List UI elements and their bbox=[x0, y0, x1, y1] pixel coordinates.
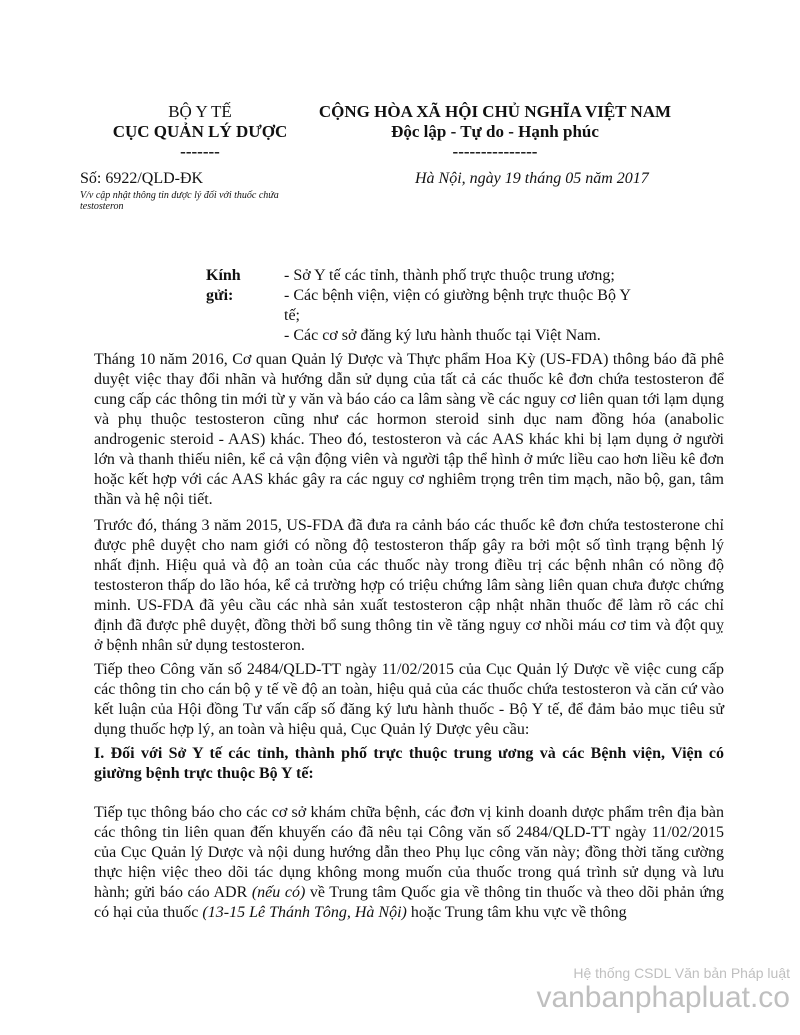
recipient-item: - Các bệnh viện, viện có giường bệnh trực thuộc Bộ Y tế; bbox=[284, 287, 631, 324]
para4-text-e: hoặc Trung tâm khu vực về thông bbox=[406, 904, 627, 921]
recipients-list bbox=[284, 266, 644, 346]
para4-text-d: (13-15 Lê Thánh Tông, Hà Nội) bbox=[202, 904, 407, 921]
document-number: Số: 6922/QLD-ĐK bbox=[80, 170, 204, 187]
para4-text-c: về Trung tâm Quốc gia về thông tin thuốc và theo dõi phản ứng có hại của thuốc bbox=[94, 884, 724, 921]
para4-text-a: Tiếp tục thông báo cho các cơ sở khám chữa bệnh, các đơn vị kinh doanh dược phẩm trên địa bàn các thông tin liên quan đến khuyến cáo đã nêu tại Công văn số 2484/QLD-TT ngày 11/02/2015 của Cục Quản lý Dược và nội dung hướng dẫn theo Phụ lục công văn này; đồng thời tăng cường thực hiện việc theo dõi tác dụng không mong muốn của thuốc trong quá trình sử dụng và lưu hành; gửi báo cáo ADR bbox=[94, 804, 724, 901]
ministry-name: BỘ Y TẾ bbox=[168, 102, 232, 121]
issuer-header bbox=[105, 102, 295, 162]
left-divider: ------- bbox=[180, 142, 220, 161]
body-paragraph-1: Tháng 10 năm 2016, Cơ quan Quản lý Dược và Thực phẩm Hoa Kỳ (US-FDA) thông báo đã phê duyệt việc thay đổi nhãn và hướng dẫn sử dụng của tất cả các thuốc kê đơn chứa testosteron để cung cấp các thông tin mới từ y văn và báo cáo ca lâm sàng về các nguy cơ liên quan tới lạm dụng và phụ thuộc testosteron cũng như các hormon steroid sinh dục nam đồng hóa (anabolic androgenic steroid - AAS) khác. Theo đó, testosteron và các AAS khác khi bị lạm dụng ở người lớn và thanh thiếu niên, kể cả vận động viên và người tập thể hình ở mức liều cao hơn liều kê đơn hoặc kết hợp với các AAS khác gây ra các nguy cơ nghiêm trọng trên tim mạch, não bộ, gan, tâm thần và hệ nội tiết. bbox=[94, 351, 724, 508]
para4-text-b: (nếu có) bbox=[251, 884, 306, 901]
department-name: CỤC QUẢN LÝ DƯỢC bbox=[112, 122, 288, 141]
document-subject: V/v cập nhật thông tin dược lý đối với thuốc chứa testosteron bbox=[80, 190, 279, 212]
body-paragraph-3: Tiếp theo Công văn số 2484/QLD-TT ngày 11/02/2015 của Cục Quản lý Dược về việc cung cấp các thông tin cho cán bộ y tế về độ an toàn, hiệu quả của các thuốc chứa testosteron và căn cứ vào kết luận của Hội đồng Tư vấn cấp số đăng ký lưu hành thuốc - Bộ Y tế, để đảm bảo mục tiêu sử dụng thuốc hợp lý, an toàn và hiệu quả, Cục Quản lý Dược yêu cầu: bbox=[94, 661, 724, 738]
watermark bbox=[536, 965, 790, 1015]
country-name: CỘNG HÒA XÃ HỘI CHỦ NGHĨA VIỆT NAM bbox=[318, 102, 672, 121]
national-motto: Độc lập - Tự do - Hạnh phúc bbox=[391, 122, 599, 141]
recipient-item: - Các cơ sở đăng ký lưu hành thuốc tại Việt Nam. bbox=[284, 327, 601, 344]
national-header bbox=[300, 102, 690, 162]
recipient-item: - Sở Y tế các tỉnh, thành phố trực thuộc trung ương; bbox=[284, 267, 615, 284]
recipients-label: Kính gửi: bbox=[206, 267, 241, 304]
right-divider: --------------- bbox=[452, 142, 538, 161]
body-paragraph-4 bbox=[94, 803, 724, 923]
watermark-line-2: vanbanphapluat.co bbox=[536, 981, 790, 1014]
body-paragraph-2: Trước đó, tháng 3 năm 2015, US-FDA đã đưa ra cảnh báo các thuốc kê đơn chứa testosterone chỉ được phê duyệt cho nam giới có nồng độ testosteron thấp gây ra bởi một số tình trạng bệnh lý nhất định. Hiệu quả và độ an toàn của các thuốc này trong điều trị các bệnh nhân có nồng độ testosteron thấp do lão hóa, kể cả trường hợp có triệu chứng lâm sàng liên quan chưa được chứng minh. US-FDA đã yêu cầu các nhà sản xuất testosteron cập nhật nhãn thuốc để làm rõ các chỉ định đã được phê duyệt, đồng thời bổ sung thông tin về tăng nguy cơ nhồi máu cơ tim và đột quỵ ở bệnh nhân sử dụng testosteron. bbox=[94, 517, 724, 654]
watermark-line-1: Hệ thống CSDL Văn bản Pháp luật bbox=[573, 965, 790, 981]
section-1-heading: I. Đối với Sở Y tế các tỉnh, thành phố trực thuộc trung ương và các Bệnh viện, Viện có giường bệnh trực thuộc Bộ Y tế: bbox=[94, 745, 724, 782]
document-date: Hà Nội, ngày 19 tháng 05 năm 2017 bbox=[415, 170, 649, 187]
